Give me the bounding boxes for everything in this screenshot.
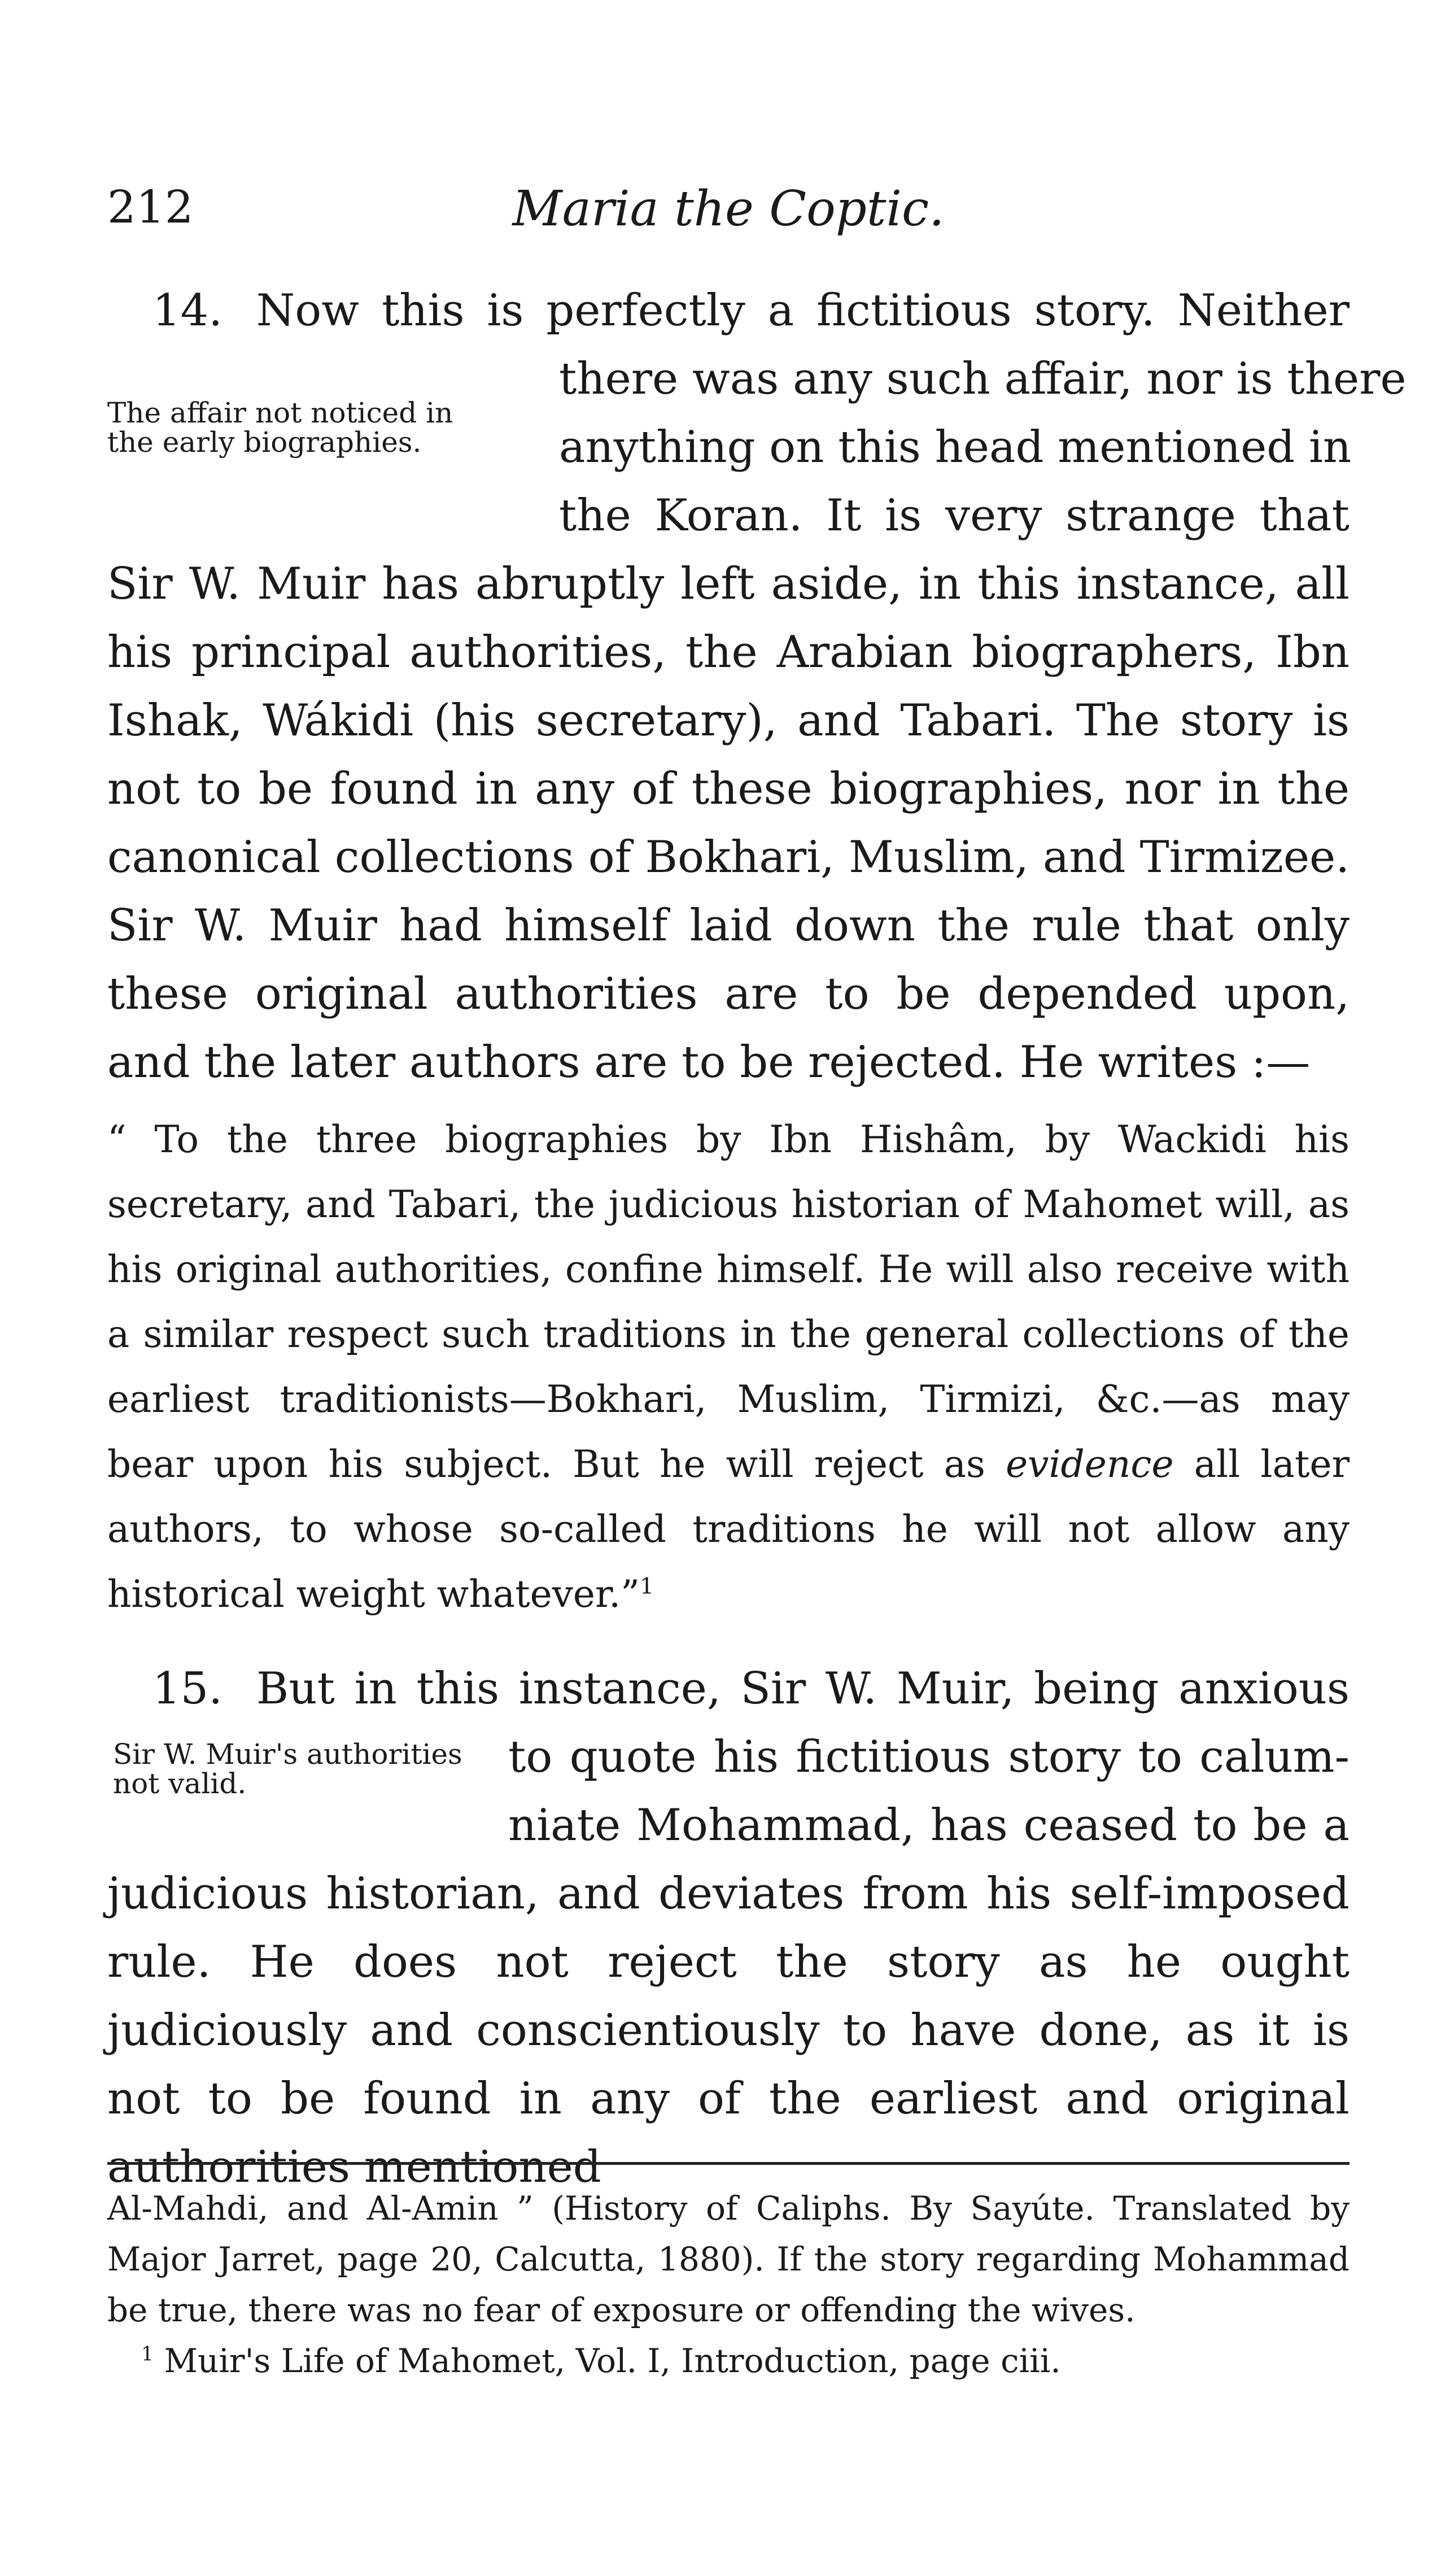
footnote-text: Muir's Life of Mahomet, Vol. I, Introduction, page ciii. [164,2342,1061,2380]
footnotes [107,2183,1350,2386]
page-number: 212 [107,181,194,233]
paragraph-number: 14. [152,285,223,336]
paragraph-line: But in this instance, Sir W. Muir, being anxious [256,1663,1350,1714]
page-header [107,181,1350,249]
footnote-ref: 1 [640,1574,654,1599]
sidenote-authorities-not-valid: Sir W. Muir's authorities not valid. [113,1738,462,1800]
paragraph-number: 15. [152,1663,223,1714]
block-quote [107,1107,1350,1627]
paragraph-14-indented [559,345,1407,550]
paragraph-14-body: Sir W. Muir has abruptly left aside, in this instance, all his principal authorities, the Arabian biographers, Ibn Ishak, Wákidi (his secretary), and Tabari. The story is not to be found in any of these biographies, nor in the canonical collections of Bokhari, Muslim, and Tirmizee. Sir W. Muir had himself laid down the rule that only these original authorities are to be depended upon, and the later authors are to be rejected. He writes :— [107,559,1350,1088]
footnote-continued: Al-Mahdi, and Al-Amin ” (History of Caliphs. By Sayúte. Translated by Major Jarret, page 20, Calcutta, 1880). If the story regarding Mohammad be true, there was no fear of exposure or offending the wives. [107,2189,1350,2329]
running-title: Maria the Coptic. [512,181,945,237]
paragraph-14-first-line [107,277,1350,345]
quote-emphasis: evidence [1006,1442,1174,1486]
paragraph-line: to quote his fictitious story to calum- [508,1732,1350,1782]
quote-text-end: all later authors, to whose so-called traditions he will not allow any historical weight whatever.” [107,1442,1350,1616]
footnote-rule [107,2162,1350,2165]
paragraph-15-first-line [107,1655,1350,1723]
paragraph-line: niate Mohammad, has ceased to be a [508,1800,1350,1851]
paragraph-15-body: judicious historian, and deviates from his self-imposed rule. He does not reject the story as he ought judiciously and conscientiously to have done, as it is not to be found in any of the earliest and original authorities mentioned [107,1868,1350,2193]
paragraph-line: the Koran. It is very strange that [559,490,1350,541]
paragraph-15-indented [508,1723,1350,1860]
paragraph-line: anything on this head mentioned in [559,422,1352,473]
paragraph-line: there was any such affair, nor is there [559,354,1407,404]
paragraph-line: Now this is perfectly a fictitious story. Neither [256,285,1350,336]
sidenote-affair-not-noticed: The affair not noticed in the early biographies. [107,396,453,459]
footnote-marker: 1 [141,2343,154,2366]
footnote-1 [107,2335,1350,2386]
quote-text: “ To the three biographies by Ibn Hishâm, by Wackidi his secretary, and Tabari, the judicious historian of Mahomet will, as his original authorities, confine himself. He will also receive with a similar respect such traditions in the general collections of the earliest traditionists—Bokhari, Muslim, Tirmizi, &c.—as may bear upon his subject. But he will reject as [107,1118,1350,1486]
